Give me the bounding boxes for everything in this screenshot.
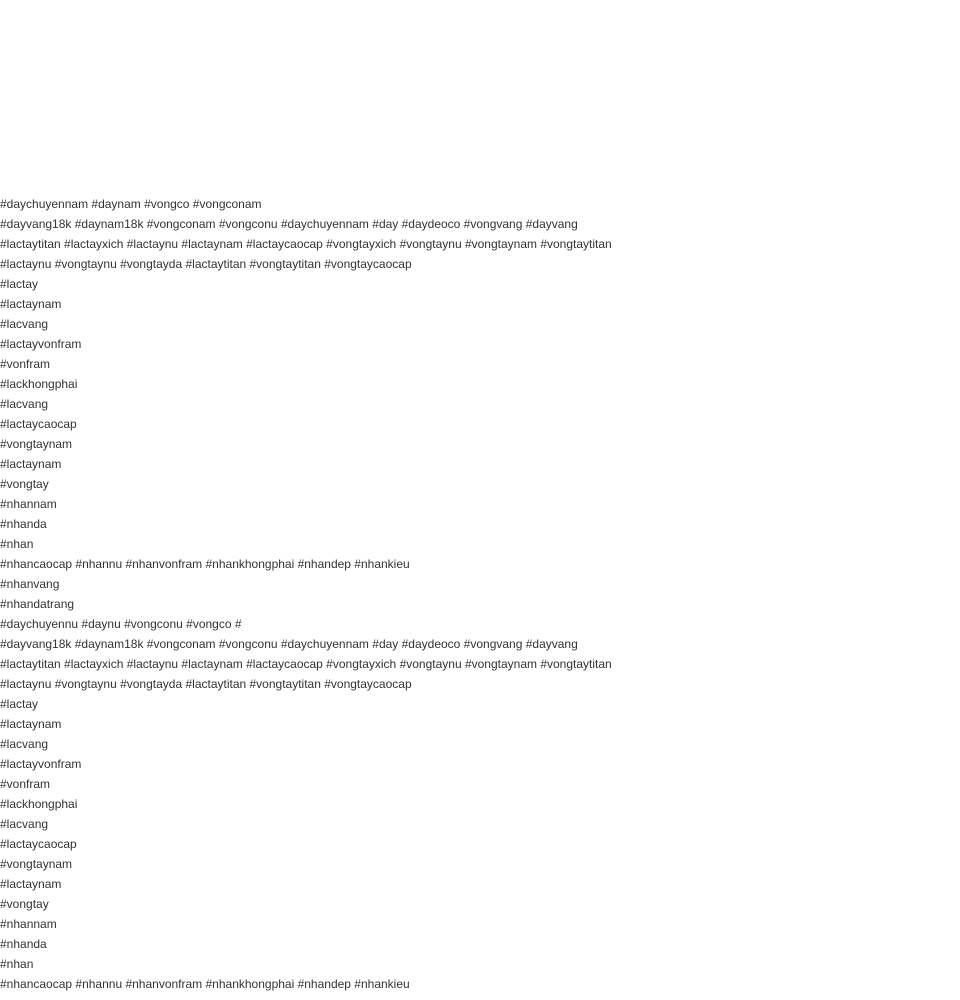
hashtag-line: #lactaytitan #lactayxich #lactaynu #lactaynam #lactaycaocap #vongtayxich #vongtaynu #vongtaynam #vongtaytitan <box>0 657 612 671</box>
hashtag-line: #nhannam <box>0 497 57 511</box>
hashtag-line: #lactay <box>0 697 39 711</box>
hashtag-line: #lactayvonfram <box>0 337 82 351</box>
hashtag-line: #vongtay <box>0 897 49 911</box>
hashtag-line: #lactaynu #vongtaynu #vongtayda #lactaytitan #vongtaytitan #vongtaycaocap <box>0 257 412 271</box>
hashtag-line: #lactaynam <box>0 877 62 891</box>
hashtag-line: #nhannam <box>0 917 57 931</box>
hashtag-line: #nhanda <box>0 937 47 951</box>
hashtag-line: #nhan <box>0 957 34 971</box>
hashtag-line: #lacvang <box>0 397 49 411</box>
hashtag-line: #lactaytitan #lactayxich #lactaynu #lactaynam #lactaycaocap #vongtayxich #vongtaynu #vongtaynam #vongtaytitan <box>0 237 612 251</box>
hashtag-line: #vonfram <box>0 357 51 371</box>
hashtag-line: #nhan <box>0 537 34 551</box>
hashtag-line: #dayvang18k #daynam18k #vongconam #vongconu #daychuyennam #day #daydeoco #vongvang #dayvang <box>0 637 578 651</box>
hashtag-line: #lacvang <box>0 817 49 831</box>
hashtag-line: #lacvang <box>0 737 49 751</box>
hashtag-line: #daychuyennam #daynam #vongco #vongconam <box>0 197 262 211</box>
hashtag-line: #daychuyennu #daynu #vongconu #vongco # <box>0 617 242 631</box>
hashtag-list <box>0 194 612 994</box>
hashtag-line: #nhanvang <box>0 577 60 591</box>
hashtag-line: #lactaynam <box>0 297 62 311</box>
hashtag-line: #lactaynam <box>0 457 62 471</box>
hashtag-line: #lactayvonfram <box>0 757 82 771</box>
hashtag-line: #nhancaocap #nhannu #nhanvonfram #nhankhongphai #nhandep #nhankieu <box>0 977 410 991</box>
hashtag-line: #lactaynu #vongtaynu #vongtayda #lactaytitan #vongtaytitan #vongtaycaocap <box>0 677 412 691</box>
hashtag-line: #lackhongphai <box>0 797 78 811</box>
hashtag-line: #lactaycaocap <box>0 417 77 431</box>
hashtag-line: #lactaynam <box>0 717 62 731</box>
hashtag-line: #lactaycaocap <box>0 837 77 851</box>
hashtag-line: #nhancaocap #nhannu #nhanvonfram #nhankhongphai #nhandep #nhankieu <box>0 557 410 571</box>
hashtag-line: #vongtaynam <box>0 857 73 871</box>
hashtag-line: #lacvang <box>0 317 49 331</box>
hashtag-line: #vongtaynam <box>0 437 73 451</box>
hashtag-line: #nhandatrang <box>0 597 75 611</box>
hashtag-line: #vongtay <box>0 477 49 491</box>
hashtag-line: #vonfram <box>0 777 51 791</box>
hashtag-line: #lactay <box>0 277 39 291</box>
hashtag-line: #nhanda <box>0 517 47 531</box>
hashtag-line: #lackhongphai <box>0 377 78 391</box>
hashtag-line: #dayvang18k #daynam18k #vongconam #vongconu #daychuyennam #day #daydeoco #vongvang #dayvang <box>0 217 578 231</box>
